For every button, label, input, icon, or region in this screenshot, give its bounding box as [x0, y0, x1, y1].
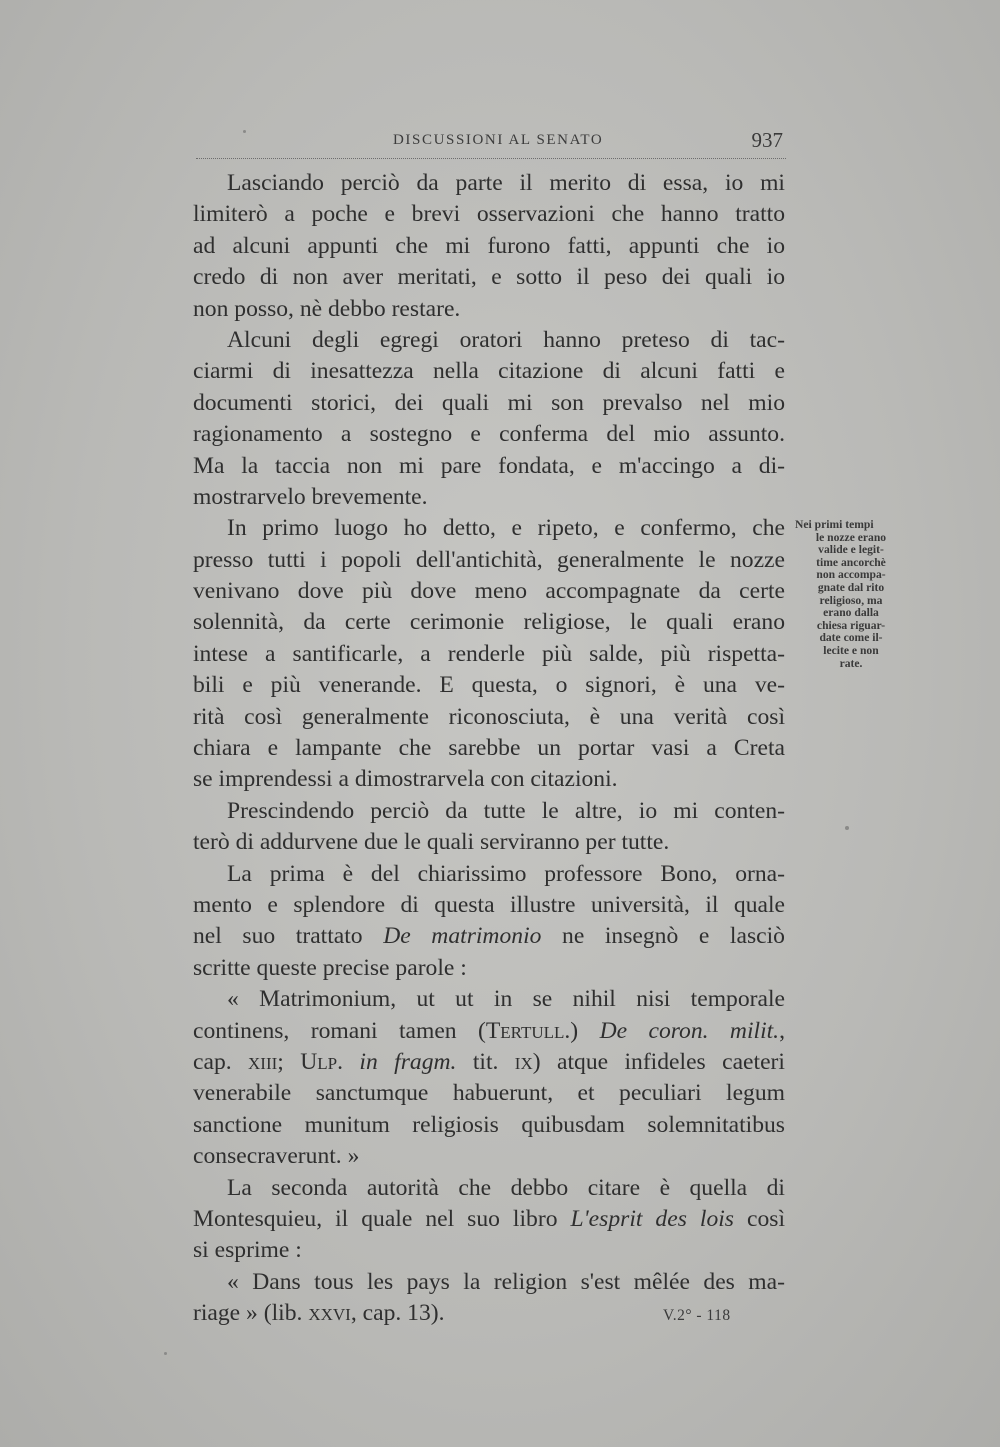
- text-line: non posso, nè debbo restare.: [193, 295, 461, 322]
- text-line: La seconda autorità che debbo citare è quella di: [227, 1174, 785, 1201]
- paper-speck: [164, 1352, 167, 1355]
- margin-note-line: date come il-: [819, 631, 883, 645]
- margin-note-line: le nozze erano: [815, 530, 887, 544]
- header-rule: [196, 158, 786, 159]
- citation-title-number: ix: [514, 1048, 533, 1075]
- text-line: rità così generalmente riconosciuta, è una verità così: [193, 703, 785, 730]
- text-line: mento e splendore di questa illustre università, il quale: [193, 891, 785, 918]
- book-title-esprit-des-lois: L'esprit des lois: [570, 1205, 734, 1232]
- paper-speck: [845, 826, 849, 830]
- text-line: si esprime :: [193, 1237, 302, 1264]
- text-fragment: ne insegnò e lasciò: [562, 923, 785, 950]
- text-line: documenti storici, dei quali mi son prevalso nel mio: [193, 389, 785, 416]
- text-line: In primo luogo ho detto, e ripeto, e confermo, che: [227, 515, 785, 542]
- text-line: ciarmi di inesattezza nella citazione di alcuni fatti e: [193, 358, 785, 385]
- text-line: Alcuni degli egregi oratori hanno preteso di tac-: [227, 326, 785, 353]
- text-fragment: nel suo trattato: [193, 923, 363, 950]
- text-line: solennità, da certe cerimonie religiose, le quali erano: [193, 609, 785, 636]
- quote-line: « Dans tous les pays la religion s'est mêlée des ma-: [227, 1268, 785, 1295]
- text-line: ragionamento a sostegno e conferma del mio assunto.: [193, 421, 785, 448]
- text-line: mostrarvelo brevemente.: [193, 483, 428, 510]
- text-line: venivano dove più dove meno accompagnate da certe: [193, 578, 785, 605]
- citation-work: De coron. milit.: [599, 1017, 780, 1044]
- text-line: ad alcuni appunti che mi furono fatti, appunti che io: [193, 232, 785, 259]
- quote-line: « Matrimonium, ut ut in se nihil nisi temporale: [227, 986, 785, 1013]
- text-fragment: , cap. 13).: [350, 1300, 445, 1327]
- text-line: La prima è del chiarissimo professore Bono, orna-: [227, 860, 785, 887]
- text-line: limiterò a poche e brevi osservazioni che hanno tratto: [193, 201, 785, 228]
- margin-note-line: valide e legit-: [818, 543, 884, 557]
- body-text: [193, 168, 785, 1329]
- margin-note-line: erano dalla: [823, 606, 879, 620]
- citation-author: Tertull.: [485, 1017, 571, 1044]
- text-fragment: ,: [779, 1017, 785, 1044]
- text-fragment: continens, romani tamen (: [193, 1017, 486, 1044]
- text-fragment: riage » (lib.: [193, 1300, 303, 1327]
- text-line: [193, 1204, 785, 1235]
- text-fragment: tit.: [472, 1048, 499, 1075]
- margin-note-line: time ancorchè: [816, 555, 886, 569]
- quote-line: [193, 1047, 785, 1078]
- citation-work: in fragm.: [359, 1048, 457, 1075]
- quote-line: [193, 1016, 785, 1047]
- quote-line: consecraverunt. »: [193, 1143, 360, 1170]
- text-fragment: ) atque infideles caeteri: [532, 1048, 785, 1075]
- quote-line: venerabile sanctumque habuerunt, et peculiari legum: [193, 1080, 785, 1107]
- paper-speck: [243, 130, 246, 133]
- text-line: intese a santificarle, a renderle più salde, più rispetta-: [193, 640, 785, 667]
- citation-author: Ulp.: [300, 1048, 344, 1075]
- margin-note-line: rate.: [839, 656, 863, 670]
- book-title-de-matrimonio: De matrimonio: [383, 923, 542, 950]
- printer-signature: V.2° - 118: [663, 1307, 731, 1324]
- text-fragment: Montesquieu, il quale nel suo libro: [193, 1205, 558, 1232]
- margin-note-line: religioso, ma: [819, 593, 883, 607]
- text-line: terò di addurvene due le quali serviranno per tutte.: [193, 829, 670, 856]
- running-title: DISCUSSIONI AL SENATO: [393, 132, 604, 148]
- text-line: se imprendessi a dimostrarvela con citazioni.: [193, 766, 618, 793]
- citation-book-number: xxvi: [308, 1300, 351, 1327]
- margin-note-line: Nei primi tempi: [795, 518, 874, 531]
- text-line: bili e più venerande. E questa, o signori, è una ve-: [193, 672, 785, 699]
- text-fragment: cap.: [193, 1048, 232, 1075]
- text-line: Prescindendo perciò da tutte le altre, io mi conten-: [227, 797, 785, 824]
- page-header: [193, 128, 793, 158]
- citation-chapter: xiii: [248, 1048, 278, 1075]
- margin-note-line: chiesa riguar-: [816, 618, 886, 632]
- margin-note-line: lecite e non: [823, 643, 879, 657]
- text-line: Lasciando perciò da parte il merito di essa, io mi: [227, 170, 785, 196]
- text-fragment: così: [747, 1205, 786, 1232]
- text-fragment: ;: [277, 1048, 301, 1075]
- text-line: Ma la taccia non mi pare fondata, e m'accingo a di-: [193, 452, 785, 479]
- text-line: chiara e lampante che sarebbe un portar vasi a Creta: [193, 735, 785, 762]
- text-line: presso tutti i popoli dell'antichità, generalmente le nozze: [193, 546, 785, 573]
- margin-note-line: non accompa-: [816, 568, 886, 582]
- text-line: credo di non aver meritati, e sotto il peso dei quali io: [193, 264, 785, 291]
- text-line: scritte queste precise parole :: [193, 954, 467, 981]
- quote-line: sanctione munitum religiosis quibusdam solemnitatibus: [193, 1111, 785, 1138]
- page-number: 937: [751, 128, 783, 152]
- margin-note: [795, 519, 907, 670]
- text-line: [193, 921, 785, 952]
- text-fragment: ): [570, 1017, 579, 1044]
- margin-note-line: gnate dal rito: [817, 580, 885, 594]
